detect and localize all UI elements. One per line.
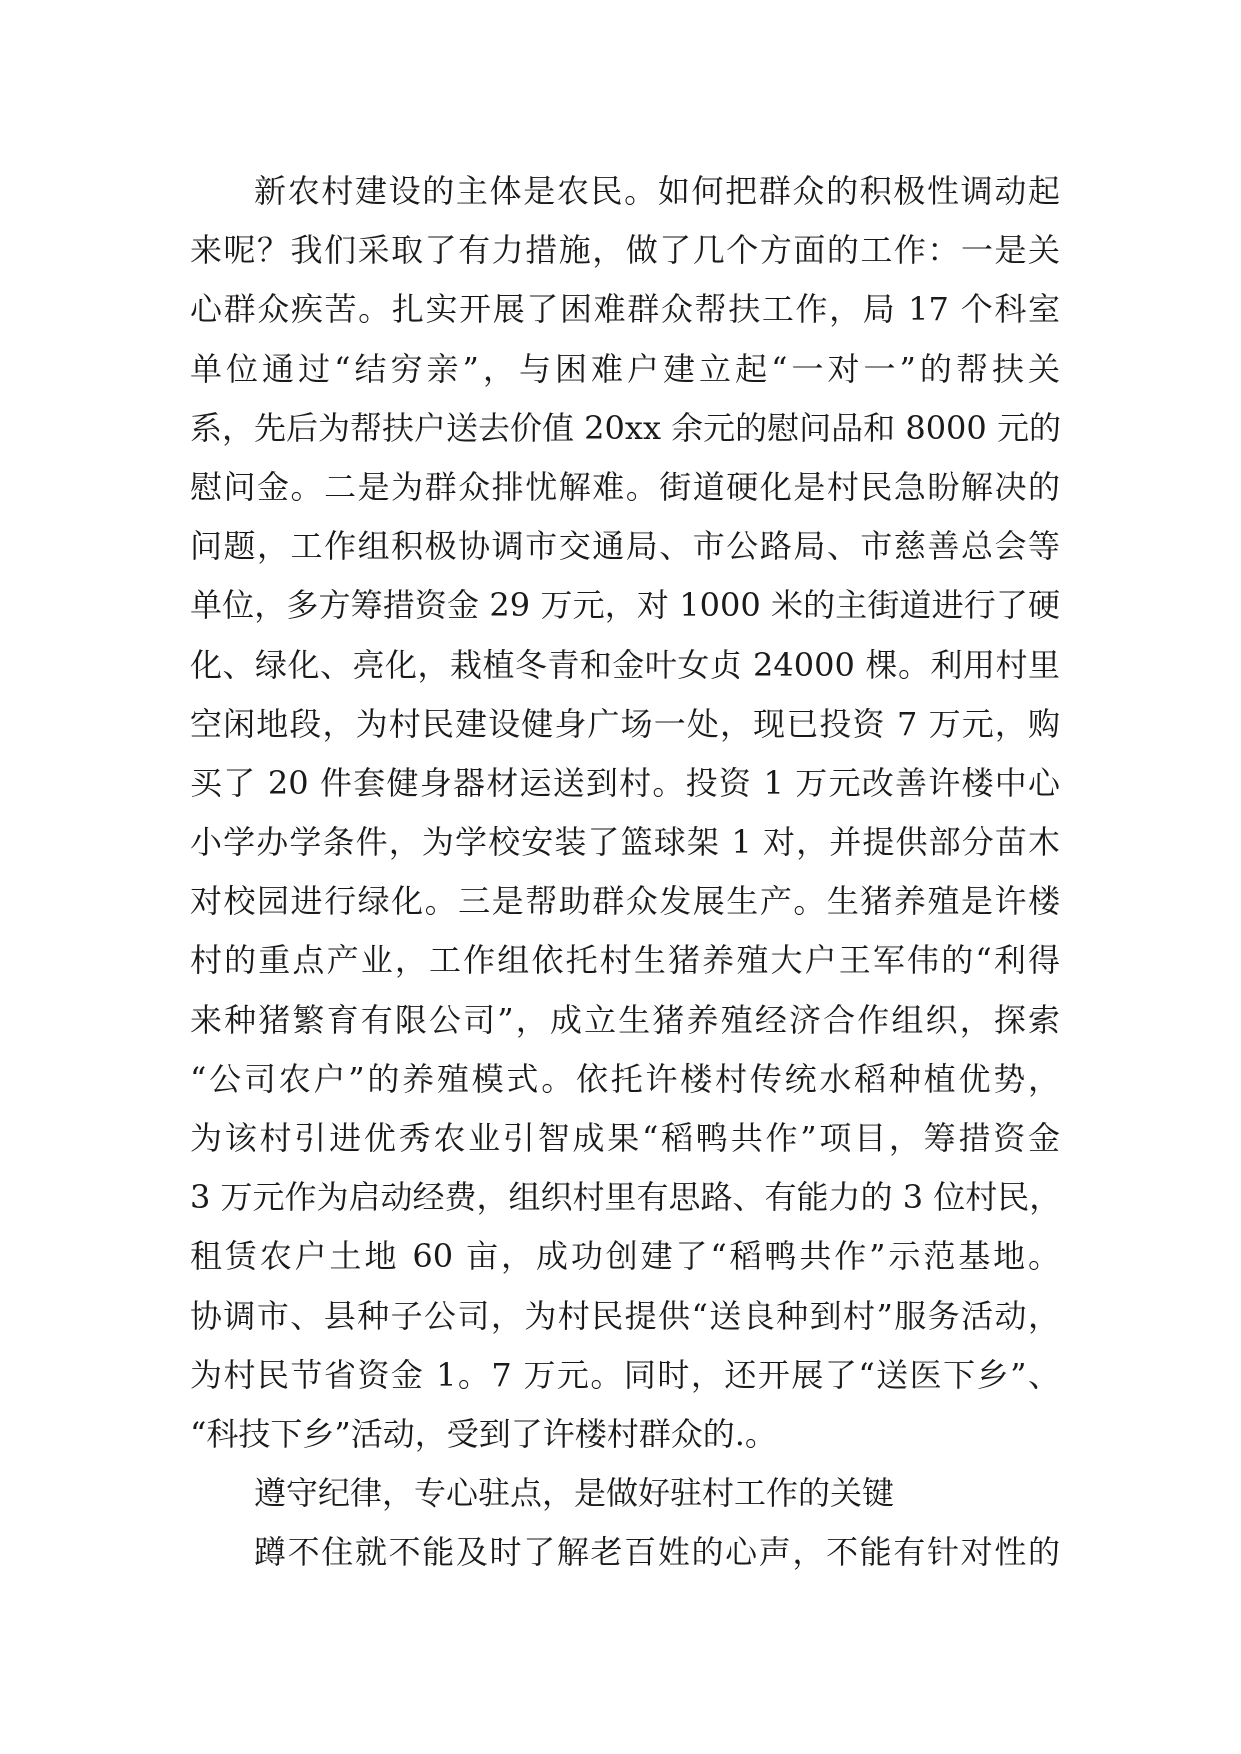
paragraph-line: 问题，工作组积极协调市交通局、市公路局、市慈善总会等 [190, 527, 1060, 566]
paragraph-line: 为村民节省资金 1。7 万元。同时，还开展了“送医下乡”、 [190, 1355, 1060, 1394]
document-body [190, 162, 1060, 1583]
paragraph-line: 为该村引进优秀农业引智成果“稻鸭共作”项目，筹措资金 [190, 1119, 1060, 1157]
paragraph-line: 买了 20 件套健身器材运送到村。投资 1 万元改善许楼中心 [190, 763, 1060, 802]
paragraph-line: 来呢？我们采取了有力措施，做了几个方面的工作：一是关 [190, 231, 1060, 270]
paragraph-line: 来种猪繁育有限公司”，成立生猪养殖经济合作组织，探索 [190, 1000, 1060, 1039]
section-heading: 遵守纪律，专心驻点，是做好驻村工作的关键 [254, 1474, 895, 1513]
paragraph-line: 3 万元作为启动经费，组织村里有思路、有能力的 3 位村民， [190, 1178, 1062, 1217]
paragraph-line: 系，先后为帮扶户送去价值 20xx 余元的慰问品和 8000 元的 [190, 408, 1061, 447]
paragraph-line: 协调市、县种子公司，为村民提供“送良种到村”服务活动， [190, 1296, 1060, 1335]
paragraph-line: “公司农户”的养殖模式。依托许楼村传统水稻种植优势， [190, 1059, 1060, 1098]
paragraph-line: 小学办学条件，为学校安装了篮球架 1 对，并提供部分苗木 [190, 823, 1060, 862]
paragraph-line: 化、绿化、亮化，栽植冬青和金叶女贞 24000 棵。利用村里 [190, 645, 1060, 684]
paragraph-line: “科技下乡”活动，受到了许楼村群众的.。 [190, 1414, 777, 1453]
paragraph-line: 空闲地段，为村民建设健身广场一处，现已投资 7 万元，购 [190, 704, 1060, 743]
paragraph-line: 新农村建设的主体是农民。如何把群众的积极性调动起 [254, 172, 1060, 210]
paragraph-line: 村的重点产业，工作组依托村生猪养殖大户王军伟的“利得 [190, 941, 1060, 980]
paragraph-line: 慰问金。二是为群众排忧解难。街道硬化是村民急盼解决的 [190, 467, 1060, 506]
paragraph-line: 蹲不住就不能及时了解老百姓的心声，不能有针对性的 [254, 1533, 1060, 1572]
paragraph-line: 租赁农户土地 60 亩，成功创建了“稻鸭共作”示范基地。 [190, 1237, 1060, 1276]
paragraph-line: 对校园进行绿化。三是帮助群众发展生产。生猪养殖是许楼 [190, 882, 1060, 921]
paragraph-line: 单位，多方筹措资金 29 万元，对 1000 米的主街道进行了硬 [190, 586, 1060, 625]
paragraph-line: 心群众疾苦。扎实开展了困难群众帮扶工作，局 17 个科室 [190, 290, 1060, 329]
paragraph-line: 单位通过“结穷亲”，与困难户建立起“一对一”的帮扶关 [190, 349, 1060, 388]
